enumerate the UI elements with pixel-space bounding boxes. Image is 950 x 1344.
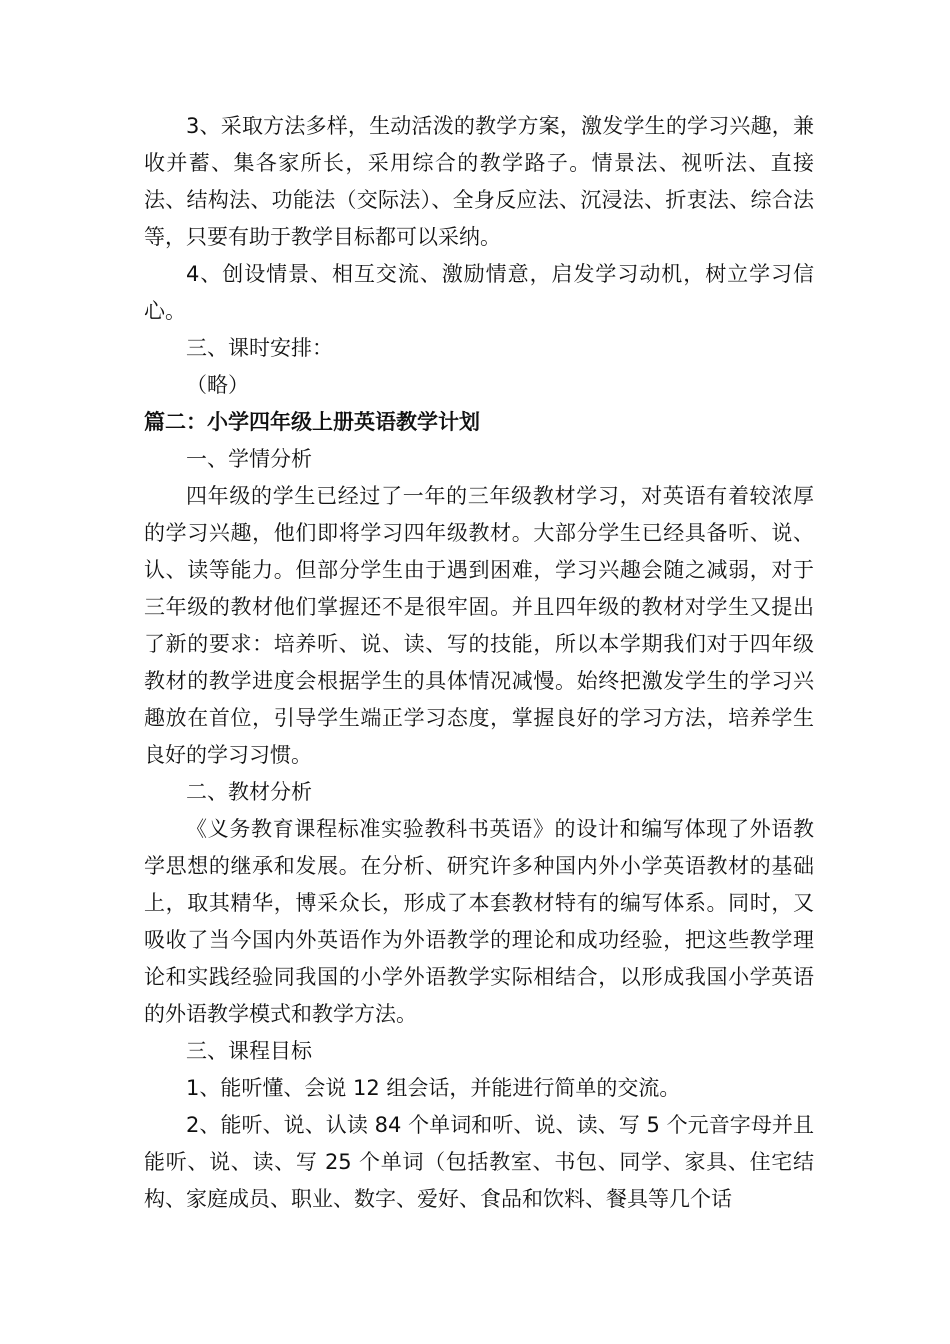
paragraph-goal-2: 2、能听、说、认读 84 个单词和听、说、读、写 5 个元音字母并且能听、说、读、写 25 个单词（包括教室、书包、同学、家具、住宅结构、家庭成员、职业、数字、爱好、食品和饮料、餐具等几个话	[144, 1113, 814, 1211]
heading-class-schedule: 三、课时安排：	[186, 336, 333, 360]
paragraph-omitted: （略）	[186, 373, 249, 397]
paragraph-textbook-analysis: 《义务教育课程标准实验教科书英语》的设计和编写体现了外语教学思想的继承和发展。在分析、研究许多种国内外小学英语教材的基础上，取其精华，博采众长，形成了本套教材特有的编写体系。同时，又吸收了当今国内外英语作为外语教学的理论和成功经验，把这些教学理论和实践经验同我国的小学外语教学实际相结合，以形成我国小学英语的外语教学模式和教学方法。	[144, 817, 814, 1026]
paragraph-goal-1: 1、能听懂、会说 12 组会话，并能进行简单的交流。	[186, 1076, 681, 1100]
paragraph-student-analysis: 四年级的学生已经过了一年的三年级教材学习，对英语有着较浓厚的学习兴趣，他们即将学习四年级教材。大部分学生已经具备听、说、认、读等能力。但部分学生由于遇到困难，学习兴趣会随之减弱，对于三年级的教材他们掌握还不是很牢固。并且四年级的教材对学生又提出了新的要求：培养听、说、读、写的技能，所以本学期我们对于四年级教材的教学进度会根据学生的具体情况减慢。始终把激发学生的学习兴趣放在首位，引导学生端正学习态度，掌握良好的学习方法，培养学生良好的学习习惯。	[144, 484, 814, 767]
heading-student-analysis: 一、学情分析	[186, 447, 312, 471]
document-body	[144, 108, 814, 1218]
paragraph-motivation: 4、创设情景、相互交流、激励情意，启发学习动机，树立学习信心。	[144, 262, 814, 323]
heading-course-goals: 三、课程目标	[186, 1039, 312, 1063]
paragraph-teaching-methods: 3、采取方法多样，生动活泼的教学方案，激发学生的学习兴趣，兼收并蓄、集各家所长，采用综合的教学路子。情景法、视听法、直接法、结构法、功能法（交际法）、全身反应法、沉浸法、折衷法、综合法等，只要有助于教学目标都可以采纳。	[144, 114, 814, 249]
section-title: 篇二：小学四年级上册英语教学计划	[144, 410, 480, 434]
heading-textbook-analysis: 二、教材分析	[186, 780, 312, 804]
